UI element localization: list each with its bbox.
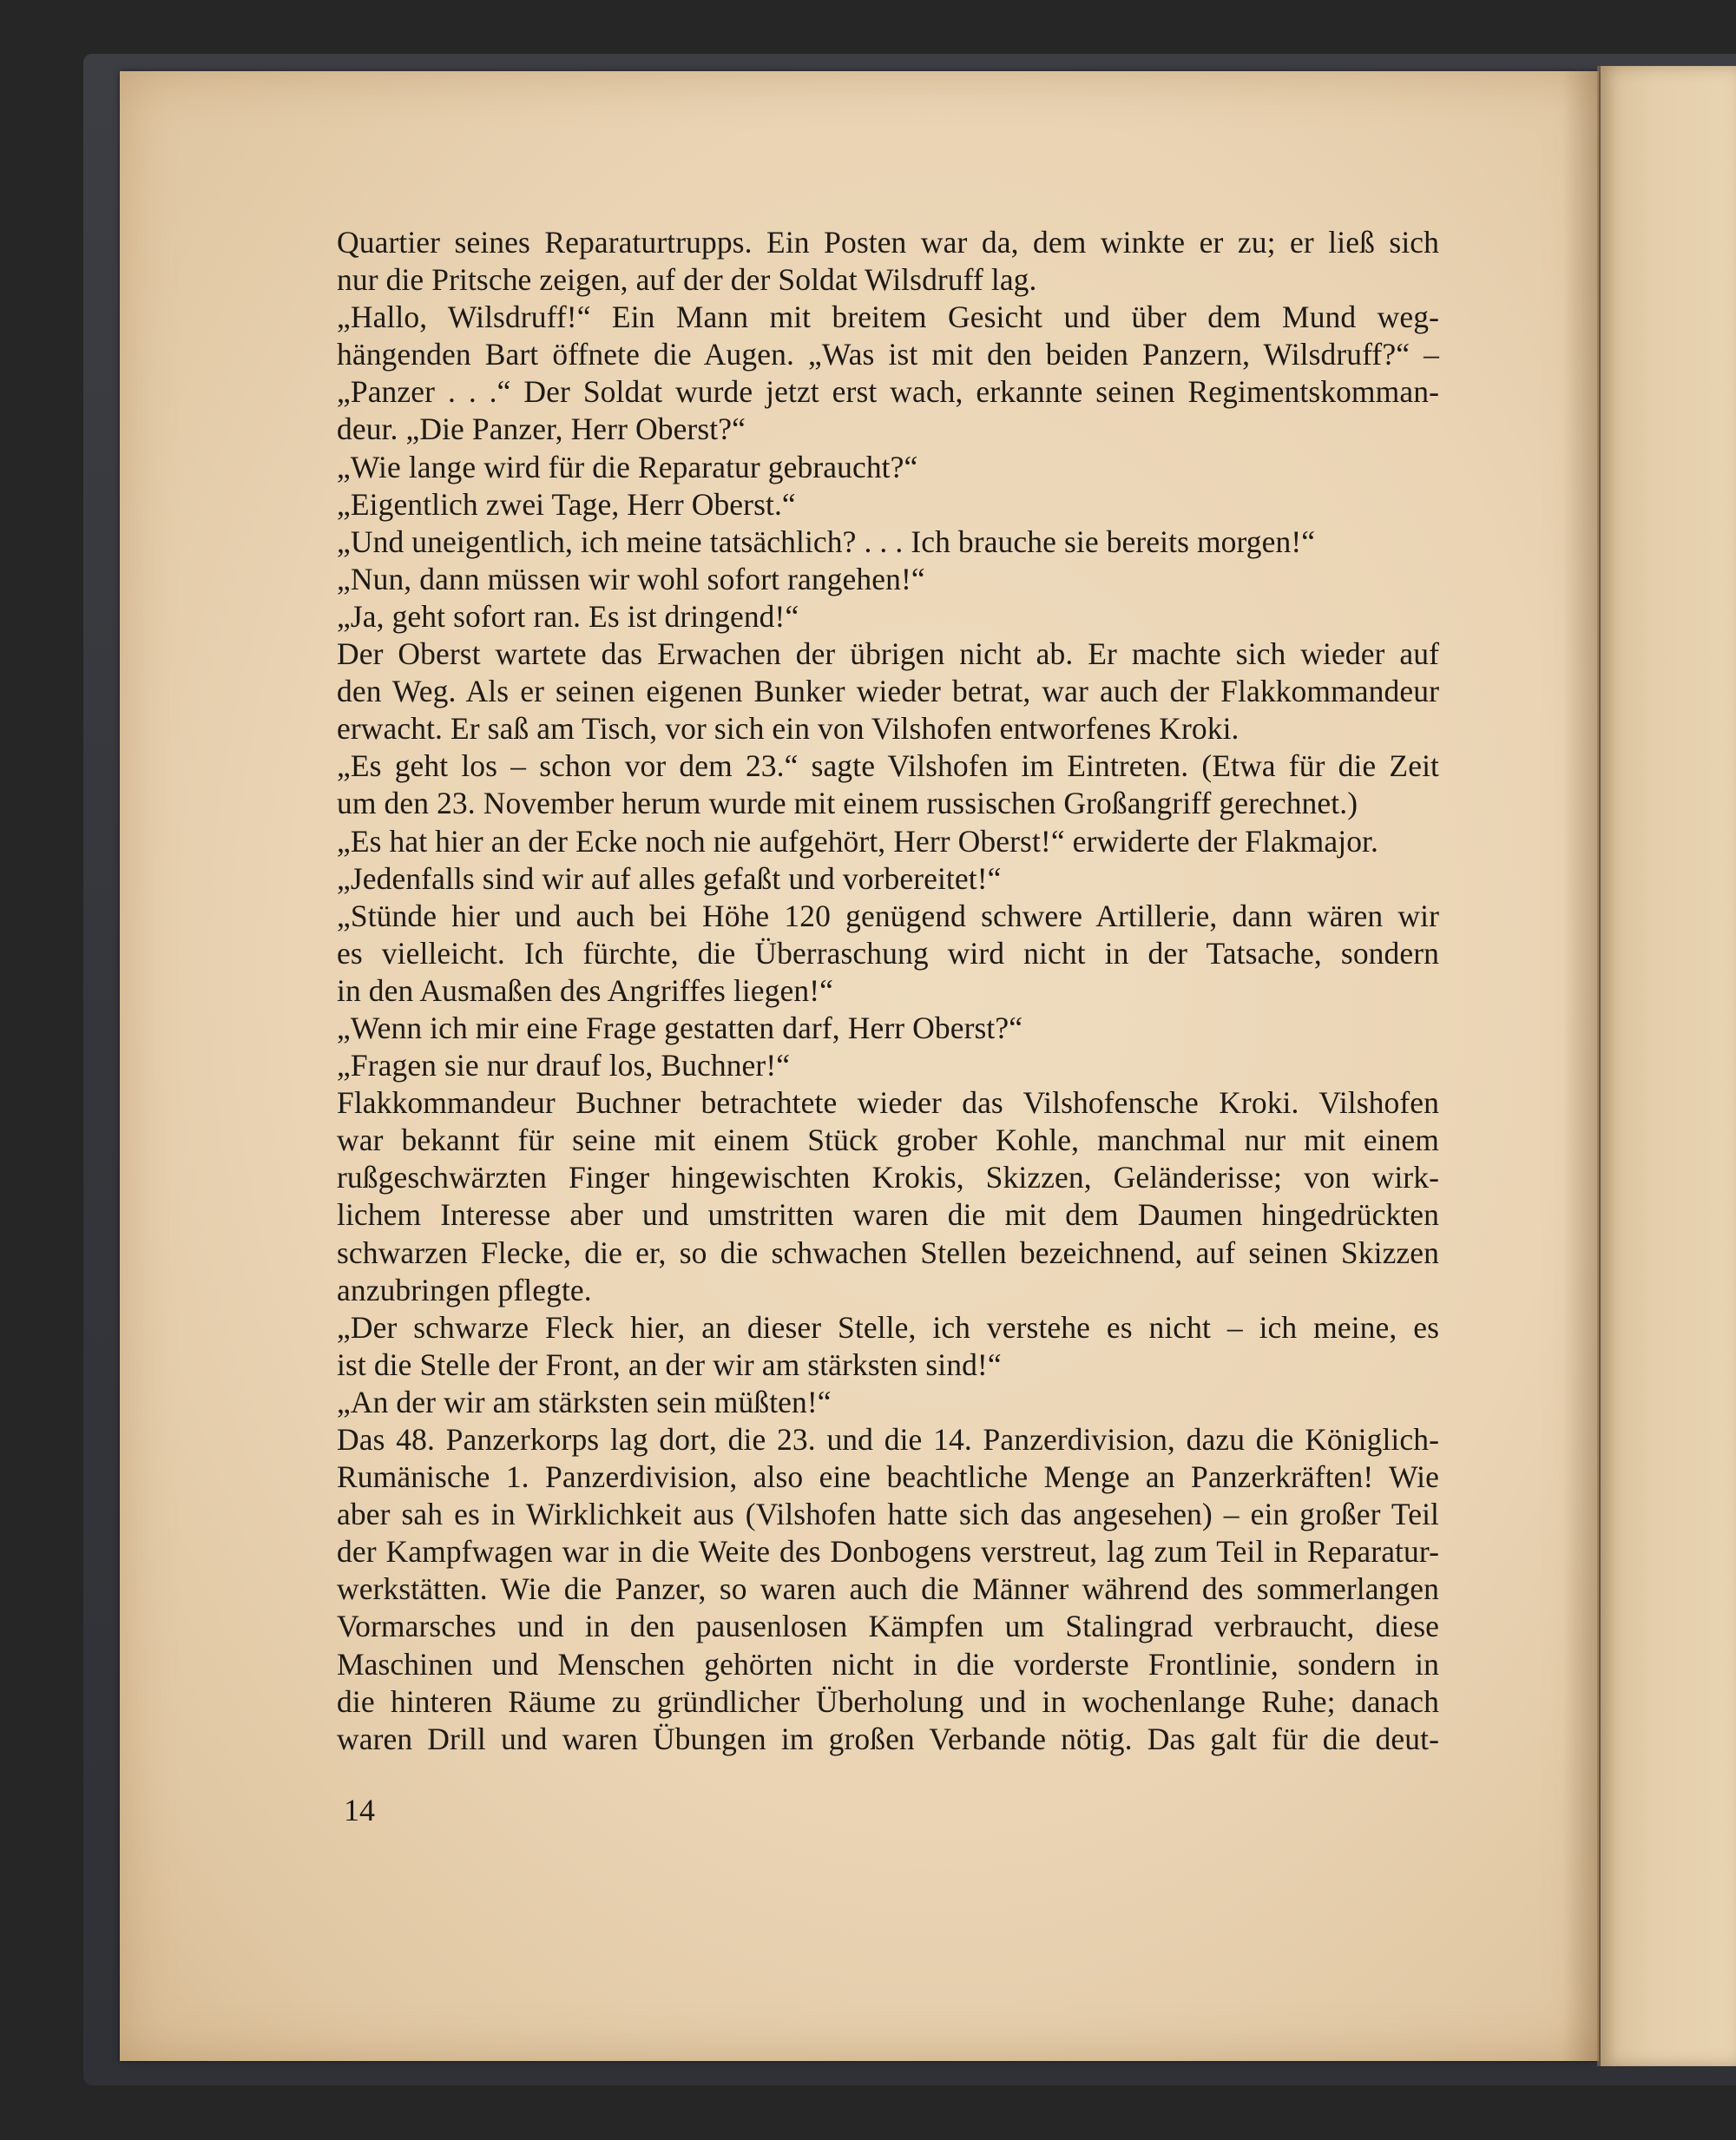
text-line: „Eigentlich zwei Tage, Herr Oberst.“	[337, 486, 796, 522]
text-line: es vielleicht. Ich fürchte, die Überraschung wird nicht in der Tatsache, sondern	[337, 935, 1439, 971]
text-line: „Jedenfalls sind wir auf alles gefaßt und vorbereitet!“	[337, 860, 1002, 896]
text-line: um den 23. November herum wurde mit einem russischen Großangriff gerechnet.)	[337, 786, 1358, 821]
text-line: schwarzen Flecke, die er, so die schwachen Stellen bezeichnend, auf seinen Skizzen	[337, 1235, 1439, 1270]
text-line: „An der wir am stärksten sein müßten!“	[337, 1384, 832, 1419]
text-line: hängenden Bart öffnete die Augen. „Was ist mit den beiden Panzern, Wilsdruff?“ –	[337, 337, 1439, 372]
text-line: Vormarsches und in den pausenlosen Kämpfen um Stalingrad verbraucht, diese	[337, 1609, 1439, 1644]
text-line: in den Ausmaßen des Angriffes liegen!“	[337, 972, 833, 1008]
text-line: Das 48. Panzerkorps lag dort, die 23. und die 14. Panzerdivision, dazu die Königlich-	[337, 1422, 1439, 1457]
page-gutter-shadow	[1562, 71, 1599, 2061]
text-line: „Wenn ich mir eine Frage gestatten darf, Herr Oberst?“	[337, 1010, 1023, 1045]
text-line: Flakkommandeur Buchner betrachtete wieder das Vilshofensche Kroki. Vilshofen	[337, 1085, 1439, 1121]
text-line: werkstätten. Wie die Panzer, so waren auch die Männer während des sommerlangen	[337, 1571, 1439, 1607]
facing-page-edge	[1601, 66, 1736, 2066]
text-line: Der Oberst wartete das Erwachen der übrigen nicht ab. Er machte sich wieder auf	[337, 636, 1439, 672]
body-text	[337, 224, 1439, 1758]
text-line: aber sah es in Wirklichkeit aus (Vilshofen hatte sich das angesehen) – ein großer Teil	[337, 1497, 1439, 1532]
text-line: rußgeschwärzten Finger hingewischten Krokis, Skizzen, Geländerisse; von wirk-	[337, 1160, 1439, 1195]
text-line: Quartier seines Reparaturtrupps. Ein Posten war da, dem winkte er zu; er ließ sich	[337, 225, 1439, 260]
text-line: „Nun, dann müssen wir wohl sofort rangehen!“	[337, 561, 925, 596]
text-line: nur die Pritsche zeigen, auf der der Soldat Wilsdruff lag.	[337, 262, 1037, 298]
text-line: ist die Stelle der Front, an der wir am stärksten sind!“	[337, 1347, 1002, 1382]
text-line: „Hallo, Wilsdruff!“ Ein Mann mit breitem Gesicht und über dem Mund weg-	[337, 300, 1439, 335]
text-line: den Weg. Als er seinen eigenen Bunker wieder betrat, war auch der Flakkommandeur	[337, 674, 1439, 709]
text-line: waren Drill und waren Übungen im großen Verbande nötig. Das galt für die deut-	[337, 1721, 1439, 1756]
text-line: „Es hat hier an der Ecke noch nie aufgehört, Herr Oberst!“ erwiderte der Flakmajor.	[337, 823, 1378, 859]
text-line: „Es geht los – schon vor dem 23.“ sagte Vilshofen im Eintreten. (Etwa für die Zeit	[337, 748, 1439, 784]
text-line: „Wie lange wird für die Reparatur gebraucht?“	[337, 449, 918, 484]
text-line: „Ja, geht sofort ran. Es ist dringend!“	[337, 598, 799, 634]
text-line: anzubringen pflegte.	[337, 1272, 592, 1307]
text-line: Maschinen und Menschen gehörten nicht in die vorderste Frontlinie, sondern in	[337, 1646, 1439, 1682]
text-line: „Fragen sie nur drauf los, Buchner!“	[337, 1048, 791, 1083]
text-line: „Panzer . . .“ Der Soldat wurde jetzt erst wach, erkannte seinen Regimentskomman-	[337, 374, 1439, 410]
text-line: deur. „Die Panzer, Herr Oberst?“	[337, 412, 746, 447]
text-line: „Und uneigentlich, ich meine tatsächlich? . . . Ich brauche sie bereits morgen!“	[337, 523, 1316, 559]
page-number: 14	[344, 1793, 375, 1827]
text-line: der Kampfwagen war in die Weite des Donbogens verstreut, lag zum Teil in Reparatur-	[337, 1534, 1439, 1570]
text-line: „Der schwarze Fleck hier, an dieser Stelle, ich verstehe es nicht – ich meine, es	[337, 1309, 1439, 1345]
text-line: lichem Interesse aber und umstritten waren die mit dem Daumen hingedrückten	[337, 1197, 1439, 1233]
text-line: war bekannt für seine mit einem Stück grober Kohle, manchmal nur mit einem	[337, 1123, 1439, 1158]
text-line: die hinteren Räume zu gründlicher Überholung und in wochenlange Ruhe; danach	[337, 1683, 1439, 1719]
text-line: erwacht. Er saß am Tisch, vor sich ein von Vilshofen entworfenes Kroki.	[337, 711, 1240, 747]
text-line: „Stünde hier und auch bei Höhe 120 genügend schwere Artillerie, dann wären wir	[337, 898, 1439, 933]
text-line: Rumänische 1. Panzerdivision, also eine beachtliche Menge an Panzerkräften! Wie	[337, 1459, 1439, 1495]
